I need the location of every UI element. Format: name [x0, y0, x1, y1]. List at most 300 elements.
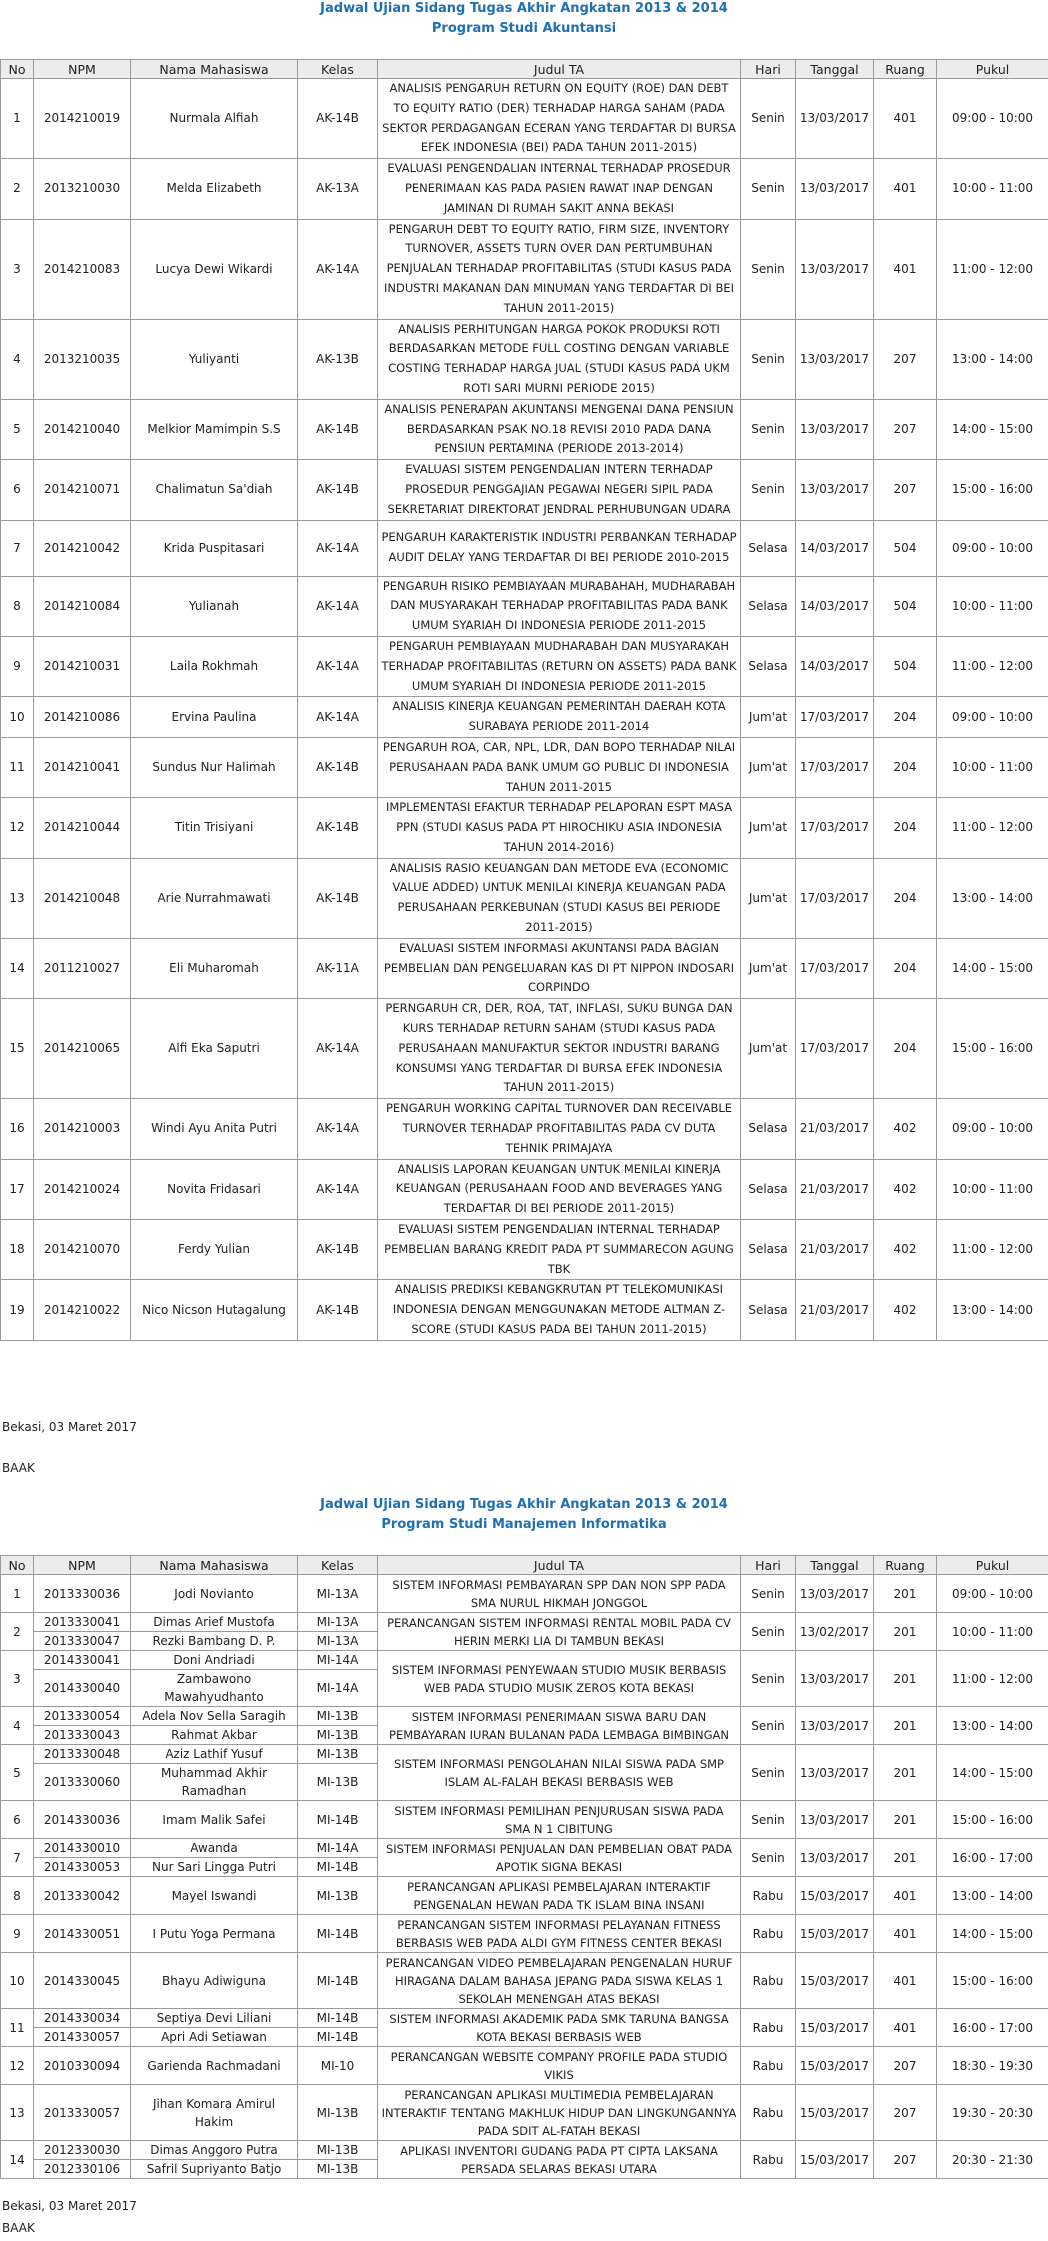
- column-header-ruang: Ruang: [874, 60, 937, 79]
- cell-judul: ANALISIS PERHITUNGAN HARGA POKOK PRODUKSI ROTI BERDASARKAN METODE FULL COSTING DENGAN VARIABLE COSTING TERHADAP HARGA JUAL (STUDI KASUS PADA UKM ROTI SARI MURNI PERIODE 2015): [378, 319, 741, 399]
- cell-nama: Melkior Mamimpin S.S: [131, 399, 298, 459]
- cell-tanggal: 15/03/2017: [796, 1877, 874, 1915]
- cell-npm: 2014210022: [34, 1280, 131, 1340]
- cell-kelas: AK-14A: [298, 697, 378, 738]
- cell-hari: Senin: [741, 399, 796, 459]
- cell-npm: 2013330048: [34, 1745, 131, 1764]
- cell-ruang: 504: [874, 636, 937, 696]
- cell-no: 5: [1, 399, 34, 459]
- cell-ruang: 207: [874, 2085, 937, 2141]
- column-header-judul: Judul TA: [378, 1556, 741, 1575]
- cell-judul: PERANCANGAN APLIKASI PEMBELAJARAN INTERAKTIF PENGENALAN HEWAN PADA TK ISLAM BINA INSANI: [378, 1877, 741, 1915]
- cell-nama: Bhayu Adiwiguna: [131, 1953, 298, 2009]
- cell-ruang: 207: [874, 319, 937, 399]
- cell-no: 7: [1, 520, 34, 576]
- cell-judul: EVALUASI SISTEM PENGENDALIAN INTERNAL TERHADAP PEMBELIAN BARANG KREDIT PADA PT SUMMARECON AGUNG TBK: [378, 1220, 741, 1280]
- cell-npm: 2013330057: [34, 2085, 131, 2141]
- cell-kelas: MI-13A: [298, 1632, 378, 1651]
- ak-footer-office: BAAK: [2, 1461, 35, 1475]
- cell-kelas: AK-14A: [298, 636, 378, 696]
- cell-hari: Senin: [741, 79, 796, 159]
- cell-nama: Aziz Lathif Yusuf: [131, 1745, 298, 1764]
- cell-hari: Senin: [741, 1575, 796, 1613]
- cell-kelas: AK-14B: [298, 737, 378, 797]
- cell-kelas: MI-13A: [298, 1575, 378, 1613]
- cell-hari: Senin: [741, 1707, 796, 1745]
- cell-judul: ANALISIS RASIO KEUANGAN DAN METODE EVA (ECONOMIC VALUE ADDED) UNTUK MENILAI KINERJA KEUANGAN PADA PERUSAHAAN PERKEBUNAN (STUDI KASUS BEI PERIODE 2011-2015): [378, 858, 741, 938]
- cell-hari: Selasa: [741, 1220, 796, 1280]
- cell-nama: Laila Rokhmah: [131, 636, 298, 696]
- cell-ruang: 201: [874, 1801, 937, 1839]
- cell-pukul: 09:00 - 10:00: [937, 79, 1048, 159]
- mi-footer-office: BAAK: [2, 2221, 35, 2235]
- cell-hari: Senin: [741, 319, 796, 399]
- table-row: [1, 1839, 1048, 1858]
- cell-tanggal: 13/03/2017: [796, 79, 874, 159]
- cell-tanggal: 14/03/2017: [796, 520, 874, 576]
- cell-pukul: 10:00 - 11:00: [937, 737, 1048, 797]
- mi-subtitle: Program Studi Manajemen Informatika: [381, 1517, 667, 1532]
- cell-kelas: MI-14A: [298, 1651, 378, 1670]
- cell-tanggal: 13/03/2017: [796, 319, 874, 399]
- cell-ruang: 401: [874, 1877, 937, 1915]
- cell-no: 12: [1, 798, 34, 858]
- table-row: [1, 520, 1048, 576]
- cell-tanggal: 14/03/2017: [796, 636, 874, 696]
- ak-footer-date: Bekasi, 03 Maret 2017: [2, 1420, 137, 1434]
- cell-tanggal: 17/03/2017: [796, 999, 874, 1099]
- cell-judul: EVALUASI SISTEM PENGENDALIAN INTERN TERHADAP PROSEDUR PENGGAJIAN PEGAWAI NEGERI SIPIL PADA SEKRETARIAT DIREKTORAT JENDRAL PERHUBUNGAN UDARA: [378, 460, 741, 520]
- cell-pukul: 15:00 - 16:00: [937, 460, 1048, 520]
- mi-footer-date: Bekasi, 03 Maret 2017: [2, 2199, 137, 2213]
- cell-pukul: 16:00 - 17:00: [937, 2009, 1048, 2047]
- cell-pukul: 13:00 - 14:00: [937, 1707, 1048, 1745]
- cell-ruang: 207: [874, 460, 937, 520]
- column-header-npm: NPM: [34, 1556, 131, 1575]
- cell-nama: Windi Ayu Anita Putri: [131, 1099, 298, 1159]
- cell-nama: Ervina Paulina: [131, 697, 298, 738]
- cell-judul: ANALISIS PREDIKSI KEBANGKRUTAN PT TELEKOMUNIKASI INDONESIA DENGAN MENGGUNAKAN METODE ALTMAN Z-SCORE (STUDI KASUS PADA BEI TAHUN 2011-2015): [378, 1280, 741, 1340]
- cell-hari: Senin: [741, 159, 796, 219]
- cell-kelas: AK-13A: [298, 159, 378, 219]
- cell-ruang: 504: [874, 576, 937, 636]
- cell-judul: ANALISIS LAPORAN KEUANGAN UNTUK MENILAI KINERJA KEUANGAN (PERUSAHAAN FOOD AND BEVERAGES YANG TERDAFTAR DI BEI PERIODE 2011-2015): [378, 1159, 741, 1219]
- cell-npm: 2014330053: [34, 1858, 131, 1877]
- cell-pukul: 10:00 - 11:00: [937, 159, 1048, 219]
- cell-npm: 2013330042: [34, 1877, 131, 1915]
- cell-no: 15: [1, 999, 34, 1099]
- cell-ruang: 204: [874, 858, 937, 938]
- table-row: [1, 1651, 1048, 1670]
- column-header-no: No: [1, 1556, 34, 1575]
- cell-kelas: MI-13B: [298, 1764, 378, 1801]
- cell-npm: 2014210041: [34, 737, 131, 797]
- cell-ruang: 201: [874, 1839, 937, 1877]
- cell-no: 17: [1, 1159, 34, 1219]
- table-row: [1, 159, 1048, 219]
- cell-npm: 2014210019: [34, 79, 131, 159]
- cell-no: 8: [1, 1877, 34, 1915]
- cell-ruang: 201: [874, 1651, 937, 1707]
- cell-judul: SISTEM INFORMASI PEMBAYARAN SPP DAN NON SPP PADA SMA NURUL HIKMAH JONGGOL: [378, 1575, 741, 1613]
- cell-judul: PENGARUH DEBT TO EQUITY RATIO, FIRM SIZE, INVENTORY TURNOVER, ASSETS TURN OVER DAN PERTUMBUHAN PENJUALAN TERHADAP PROFITABILITAS (STUDI KASUS PADA INDUSTRI MAKANAN DAN MINUMAN YANG TERDAFTAR DI BEI TAHUN 2011-2015): [378, 219, 741, 319]
- cell-kelas: MI-14B: [298, 2028, 378, 2047]
- cell-kelas: AK-14A: [298, 1099, 378, 1159]
- cell-pukul: 11:00 - 12:00: [937, 219, 1048, 319]
- cell-judul: PENGARUH PEMBIAYAAN MUDHARABAH DAN MUSYARAKAH TERHADAP PROFITABILITAS (RETURN ON ASSETS) PADA BANK UMUM SYARIAH DI INDONESIA PERIODE 2011-2015: [378, 636, 741, 696]
- cell-no: 1: [1, 1575, 34, 1613]
- cell-npm: 2014210042: [34, 520, 131, 576]
- cell-npm: 2014210044: [34, 798, 131, 858]
- cell-pukul: 11:00 - 12:00: [937, 1220, 1048, 1280]
- cell-pukul: 09:00 - 10:00: [937, 1575, 1048, 1613]
- cell-npm: 2014210065: [34, 999, 131, 1099]
- cell-kelas: MI-13B: [298, 1745, 378, 1764]
- cell-kelas: AK-14B: [298, 858, 378, 938]
- cell-npm: 2014210083: [34, 219, 131, 319]
- cell-ruang: 204: [874, 938, 937, 998]
- cell-tanggal: 13/02/2017: [796, 1613, 874, 1651]
- cell-npm: 2014330036: [34, 1801, 131, 1839]
- cell-ruang: 201: [874, 1745, 937, 1801]
- cell-hari: Jum'at: [741, 737, 796, 797]
- cell-hari: Senin: [741, 1839, 796, 1877]
- cell-kelas: MI-14B: [298, 1801, 378, 1839]
- cell-no: 13: [1, 858, 34, 938]
- cell-judul: EVALUASI SISTEM INFORMASI AKUNTANSI PADA BAGIAN PEMBELIAN DAN PENGELUARAN KAS DI PT NIPPON INDOSARI CORPINDO: [378, 938, 741, 998]
- cell-nama: Jihan Komara Amirul Hakim: [131, 2085, 298, 2141]
- cell-pukul: 13:00 - 14:00: [937, 319, 1048, 399]
- cell-hari: Jum'at: [741, 697, 796, 738]
- cell-nama: I Putu Yoga Permana: [131, 1915, 298, 1953]
- cell-hari: Rabu: [741, 2009, 796, 2047]
- cell-pukul: 10:00 - 11:00: [937, 576, 1048, 636]
- cell-npm: 2014210040: [34, 399, 131, 459]
- cell-tanggal: 13/03/2017: [796, 1839, 874, 1877]
- cell-no: 4: [1, 1707, 34, 1745]
- cell-npm: 2014210071: [34, 460, 131, 520]
- cell-hari: Senin: [741, 1801, 796, 1839]
- cell-no: 19: [1, 1280, 34, 1340]
- cell-kelas: MI-14B: [298, 1915, 378, 1953]
- cell-hari: Selasa: [741, 576, 796, 636]
- cell-kelas: MI-14B: [298, 1858, 378, 1877]
- cell-npm: 2013330047: [34, 1632, 131, 1651]
- table-row: [1, 858, 1048, 938]
- column-header-kelas: Kelas: [298, 60, 378, 79]
- cell-npm: 2014210024: [34, 1159, 131, 1219]
- cell-kelas: AK-14A: [298, 520, 378, 576]
- cell-nama: Septiya Devi Liliani: [131, 2009, 298, 2028]
- cell-ruang: 504: [874, 520, 937, 576]
- cell-ruang: 204: [874, 697, 937, 738]
- cell-hari: Senin: [741, 1613, 796, 1651]
- cell-nama: Yuliyanti: [131, 319, 298, 399]
- cell-hari: Jum'at: [741, 798, 796, 858]
- cell-pukul: 09:00 - 10:00: [937, 520, 1048, 576]
- table-row: [1, 1915, 1048, 1953]
- column-header-nama: Nama Mahasiswa: [131, 60, 298, 79]
- table-row: [1, 399, 1048, 459]
- table-row: [1, 636, 1048, 696]
- cell-pukul: 15:00 - 16:00: [937, 999, 1048, 1099]
- cell-kelas: AK-14B: [298, 399, 378, 459]
- cell-npm: 2014210070: [34, 1220, 131, 1280]
- table-row: [1, 219, 1048, 319]
- cell-ruang: 201: [874, 1575, 937, 1613]
- cell-nama: Awanda: [131, 1839, 298, 1858]
- table-row: [1, 2141, 1048, 2160]
- cell-no: 3: [1, 219, 34, 319]
- cell-no: 4: [1, 319, 34, 399]
- cell-kelas: AK-14B: [298, 798, 378, 858]
- cell-nama: Lucya Dewi Wikardi: [131, 219, 298, 319]
- cell-npm: 2014330010: [34, 1839, 131, 1858]
- cell-tanggal: 13/03/2017: [796, 460, 874, 520]
- cell-nama: Titin Trisiyani: [131, 798, 298, 858]
- ak-schedule-table: [0, 59, 1048, 1341]
- cell-hari: Selasa: [741, 1099, 796, 1159]
- cell-npm: 2011210027: [34, 938, 131, 998]
- cell-npm: 2012330030: [34, 2141, 131, 2160]
- cell-nama: Melda Elizabeth: [131, 159, 298, 219]
- cell-judul: PENGARUH RISIKO PEMBIAYAAN MURABAHAH, MUDHARABAH DAN MUSYARAKAH TERHADAP PROFITABILITAS PADA BANK UMUM SYARIAH DI INDONESIA PERIODE 2011-2015: [378, 576, 741, 636]
- cell-judul: SISTEM INFORMASI PEMILIHAN PENJURUSAN SISWA PADA SMA N 1 CIBITUNG: [378, 1801, 741, 1839]
- cell-kelas: MI-13B: [298, 2141, 378, 2160]
- cell-judul: PENGARUH KARAKTERISTIK INDUSTRI PERBANKAN TERHADAP AUDIT DELAY YANG TERDAFTAR DI BEI PERIODE 2010-2015: [378, 520, 741, 576]
- cell-ruang: 401: [874, 79, 937, 159]
- cell-judul: PERANCANGAN VIDEO PEMBELAJARAN PENGENALAN HURUF HIRAGANA DALAM BAHASA JEPANG PADA SISWA KELAS 1 SEKOLAH MENENGAH ATAS BEKASI: [378, 1953, 741, 2009]
- column-header-hari: Hari: [741, 60, 796, 79]
- cell-no: 2: [1, 159, 34, 219]
- cell-npm: 2013210035: [34, 319, 131, 399]
- cell-ruang: 401: [874, 219, 937, 319]
- cell-kelas: MI-13B: [298, 2085, 378, 2141]
- cell-npm: 2014330040: [34, 1670, 131, 1707]
- cell-judul: ANALISIS PENERAPAN AKUNTANSI MENGENAI DANA PENSIUN BERDASARKAN PSAK NO.18 REVISI 2010 PADA DANA PENSIUN PERTAMINA (PERIODE 2013-2014): [378, 399, 741, 459]
- cell-npm: 2014330034: [34, 2009, 131, 2028]
- cell-no: 11: [1, 2009, 34, 2047]
- column-header-tanggal: Tanggal: [796, 60, 874, 79]
- cell-no: 12: [1, 2047, 34, 2085]
- cell-judul: EVALUASI PENGENDALIAN INTERNAL TERHADAP PROSEDUR PENERIMAAN KAS PADA PASIEN RAWAT INAP DENGAN JAMINAN DI RUMAH SAKIT ANNA BEKASI: [378, 159, 741, 219]
- cell-judul: ANALISIS KINERJA KEUANGAN PEMERINTAH DAERAH KOTA SURABAYA PERIODE 2011-2014: [378, 697, 741, 738]
- cell-npm: 2013210030: [34, 159, 131, 219]
- cell-pukul: 15:00 - 16:00: [937, 1801, 1048, 1839]
- column-header-hari: Hari: [741, 1556, 796, 1575]
- cell-tanggal: 15/03/2017: [796, 2141, 874, 2179]
- cell-nama: Yulianah: [131, 576, 298, 636]
- cell-hari: Senin: [741, 219, 796, 319]
- cell-pukul: 09:00 - 10:00: [937, 697, 1048, 738]
- column-header-pukul: Pukul: [937, 1556, 1048, 1575]
- cell-judul: PERANCANGAN APLIKASI MULTIMEDIA PEMBELAJARAN INTERAKTIF TENTANG MAKHLUK HIDUP DAN LINGKUNGANNYA PADA SDIT AL-FATAH BEKASI: [378, 2085, 741, 2141]
- cell-tanggal: 15/03/2017: [796, 2047, 874, 2085]
- cell-pukul: 11:00 - 12:00: [937, 636, 1048, 696]
- cell-no: 2: [1, 1613, 34, 1651]
- cell-judul: PENGARUH WORKING CAPITAL TURNOVER DAN RECEIVABLE TURNOVER TERHADAP PROFITABILITAS PADA CV DUTA TEHNIK PRIMAJAYA: [378, 1099, 741, 1159]
- cell-judul: ANALISIS PENGARUH RETURN ON EQUITY (ROE) DAN DEBT TO EQUITY RATIO (DER) TERHADAP HARGA SAHAM (PADA SEKTOR PERDAGANGAN ECERAN YANG TERDAFTAR DI BURSA EFEK INDONESIA (BEI) PADA TAHUN 2011-2015): [378, 79, 741, 159]
- cell-kelas: AK-13B: [298, 319, 378, 399]
- cell-no: 8: [1, 576, 34, 636]
- cell-ruang: 204: [874, 999, 937, 1099]
- table-row: [1, 697, 1048, 738]
- cell-ruang: 401: [874, 1915, 937, 1953]
- cell-kelas: MI-13B: [298, 1877, 378, 1915]
- cell-nama: Rahmat Akbar: [131, 1726, 298, 1745]
- cell-no: 10: [1, 1953, 34, 2009]
- cell-kelas: AK-11A: [298, 938, 378, 998]
- cell-tanggal: 13/03/2017: [796, 1745, 874, 1801]
- cell-pukul: 11:00 - 12:00: [937, 1651, 1048, 1707]
- cell-tanggal: 15/03/2017: [796, 2085, 874, 2141]
- cell-tanggal: 15/03/2017: [796, 1915, 874, 1953]
- cell-ruang: 207: [874, 399, 937, 459]
- cell-tanggal: 17/03/2017: [796, 938, 874, 998]
- cell-ruang: 207: [874, 2141, 937, 2179]
- cell-hari: Jum'at: [741, 938, 796, 998]
- cell-npm: 2014210031: [34, 636, 131, 696]
- cell-judul: SISTEM INFORMASI PENERIMAAN SISWA BARU DAN PEMBAYARAN IURAN BULANAN PADA LEMBAGA BIMBINGAN: [378, 1707, 741, 1745]
- cell-nama: Dimas Anggoro Putra: [131, 2141, 298, 2160]
- cell-hari: Selasa: [741, 520, 796, 576]
- cell-nama: Rezki Bambang D. P.: [131, 1632, 298, 1651]
- cell-tanggal: 14/03/2017: [796, 576, 874, 636]
- cell-ruang: 201: [874, 1613, 937, 1651]
- cell-npm: 2014210086: [34, 697, 131, 738]
- table-row: [1, 1280, 1048, 1340]
- table-row: [1, 1801, 1048, 1839]
- cell-kelas: MI-13B: [298, 1707, 378, 1726]
- table-row: [1, 1099, 1048, 1159]
- table-row: [1, 737, 1048, 797]
- cell-kelas: MI-14A: [298, 1839, 378, 1858]
- cell-ruang: 401: [874, 159, 937, 219]
- cell-tanggal: 13/03/2017: [796, 1651, 874, 1707]
- cell-judul: SISTEM INFORMASI PENJUALAN DAN PEMBELIAN OBAT PADA APOTIK SIGNA BEKASI: [378, 1839, 741, 1877]
- cell-kelas: MI-13A: [298, 1613, 378, 1632]
- cell-pukul: 10:00 - 11:00: [937, 1613, 1048, 1651]
- column-header-pukul: Pukul: [937, 60, 1048, 79]
- table-row: [1, 576, 1048, 636]
- cell-nama: Sundus Nur Halimah: [131, 737, 298, 797]
- table-row: [1, 2047, 1048, 2085]
- cell-tanggal: 17/03/2017: [796, 858, 874, 938]
- cell-tanggal: 13/03/2017: [796, 1575, 874, 1613]
- cell-npm: 2013330036: [34, 1575, 131, 1613]
- cell-ruang: 401: [874, 2009, 937, 2047]
- cell-nama: Nico Nicson Hutagalung: [131, 1280, 298, 1340]
- column-header-tanggal: Tanggal: [796, 1556, 874, 1575]
- cell-no: 13: [1, 2085, 34, 2141]
- cell-nama: Muhammad Akhir Ramadhan: [131, 1764, 298, 1801]
- cell-npm: 2014210048: [34, 858, 131, 938]
- cell-tanggal: 21/03/2017: [796, 1159, 874, 1219]
- cell-judul: SISTEM INFORMASI PENGOLAHAN NILAI SISWA PADA SMP ISLAM AL-FALAH BEKASI BERBASIS WEB: [378, 1745, 741, 1801]
- ak-header-row: [1, 60, 1048, 79]
- cell-nama: Chalimatun Sa'diah: [131, 460, 298, 520]
- mi-schedule-table: [0, 1555, 1048, 2179]
- cell-npm: 2014330057: [34, 2028, 131, 2047]
- cell-no: 10: [1, 697, 34, 738]
- cell-nama: Ferdy Yulian: [131, 1220, 298, 1280]
- cell-hari: Rabu: [741, 1953, 796, 2009]
- cell-judul: PENGARUH ROA, CAR, NPL, LDR, DAN BOPO TERHADAP NILAI PERUSAHAAN PADA BANK UMUM GO PUBLIC DI INDONESIA TAHUN 2011-2015: [378, 737, 741, 797]
- cell-ruang: 207: [874, 2047, 937, 2085]
- cell-kelas: AK-14A: [298, 219, 378, 319]
- cell-hari: Senin: [741, 1745, 796, 1801]
- ak-subtitle: Program Studi Akuntansi: [431, 21, 617, 36]
- cell-npm: 2013330054: [34, 1707, 131, 1726]
- cell-kelas: MI-14A: [298, 1670, 378, 1707]
- cell-no: 9: [1, 636, 34, 696]
- column-header-npm: NPM: [34, 60, 131, 79]
- table-row: [1, 1877, 1048, 1915]
- table-row: [1, 319, 1048, 399]
- table-row: [1, 999, 1048, 1099]
- cell-tanggal: 15/03/2017: [796, 1953, 874, 2009]
- cell-ruang: 402: [874, 1220, 937, 1280]
- cell-nama: Adela Nov Sella Saragih: [131, 1707, 298, 1726]
- cell-kelas: AK-14B: [298, 1280, 378, 1340]
- cell-hari: Selasa: [741, 636, 796, 696]
- cell-nama: Safril Supriyanto Batjo: [131, 2160, 298, 2179]
- cell-kelas: MI-14B: [298, 2009, 378, 2028]
- table-row: [1, 1575, 1048, 1613]
- cell-no: 1: [1, 79, 34, 159]
- cell-pukul: 10:00 - 11:00: [937, 1159, 1048, 1219]
- cell-tanggal: 17/03/2017: [796, 798, 874, 858]
- cell-nama: Jodi Novianto: [131, 1575, 298, 1613]
- cell-no: 14: [1, 2141, 34, 2179]
- cell-tanggal: 13/03/2017: [796, 159, 874, 219]
- cell-nama: Gariendа Rachmadani: [131, 2047, 298, 2085]
- cell-pukul: 13:00 - 14:00: [937, 1877, 1048, 1915]
- table-row: [1, 938, 1048, 998]
- cell-hari: Rabu: [741, 2141, 796, 2179]
- ak-title: Jadwal Ujian Sidang Tugas Akhir Angkatan 2013 & 2014: [320, 1, 728, 16]
- cell-no: 14: [1, 938, 34, 998]
- cell-kelas: AK-14B: [298, 460, 378, 520]
- cell-npm: 2014330051: [34, 1915, 131, 1953]
- cell-nama: Alfi Eka Saputri: [131, 999, 298, 1099]
- cell-npm: 2010330094: [34, 2047, 131, 2085]
- cell-ruang: 204: [874, 798, 937, 858]
- cell-tanggal: 13/03/2017: [796, 1801, 874, 1839]
- cell-kelas: AK-14A: [298, 1159, 378, 1219]
- cell-kelas: MI-14B: [298, 1953, 378, 2009]
- cell-ruang: 402: [874, 1099, 937, 1159]
- cell-no: 5: [1, 1745, 34, 1801]
- cell-ruang: 402: [874, 1159, 937, 1219]
- cell-judul: SISTEM INFORMASI PENYEWAAN STUDIO MUSIK BERBASIS WEB PADA STUDIO MUSIK ZEROS KOTA BEKASI: [378, 1651, 741, 1707]
- cell-npm: 2014210003: [34, 1099, 131, 1159]
- column-header-ruang: Ruang: [874, 1556, 937, 1575]
- cell-ruang: 204: [874, 737, 937, 797]
- cell-tanggal: 13/03/2017: [796, 219, 874, 319]
- table-row: [1, 1613, 1048, 1632]
- column-header-judul: Judul TA: [378, 60, 741, 79]
- cell-judul: PERNGARUH CR, DER, ROA, TAT, INFLASI, SUKU BUNGA DAN KURS TERHADAP RETURN SAHAM (STUDI KASUS PADA PERUSAHAAN MANUFAKTUR SEKTOR INDUSTRI BARANG KONSUMSI YANG TERDAFTAR DI BURSA EFEK INDONESIA TAHUN 2011-2015): [378, 999, 741, 1099]
- cell-no: 11: [1, 737, 34, 797]
- cell-nama: Imam Malik Safei: [131, 1801, 298, 1839]
- cell-tanggal: 17/03/2017: [796, 697, 874, 738]
- cell-nama: Novita Fridasari: [131, 1159, 298, 1219]
- table-row: [1, 1745, 1048, 1764]
- column-header-kelas: Kelas: [298, 1556, 378, 1575]
- cell-judul: APLIKASI INVENTORI GUDANG PADA PT CIPTA LAKSANA PERSADA SELARAS BEKASI UTARA: [378, 2141, 741, 2179]
- cell-kelas: AK-14A: [298, 576, 378, 636]
